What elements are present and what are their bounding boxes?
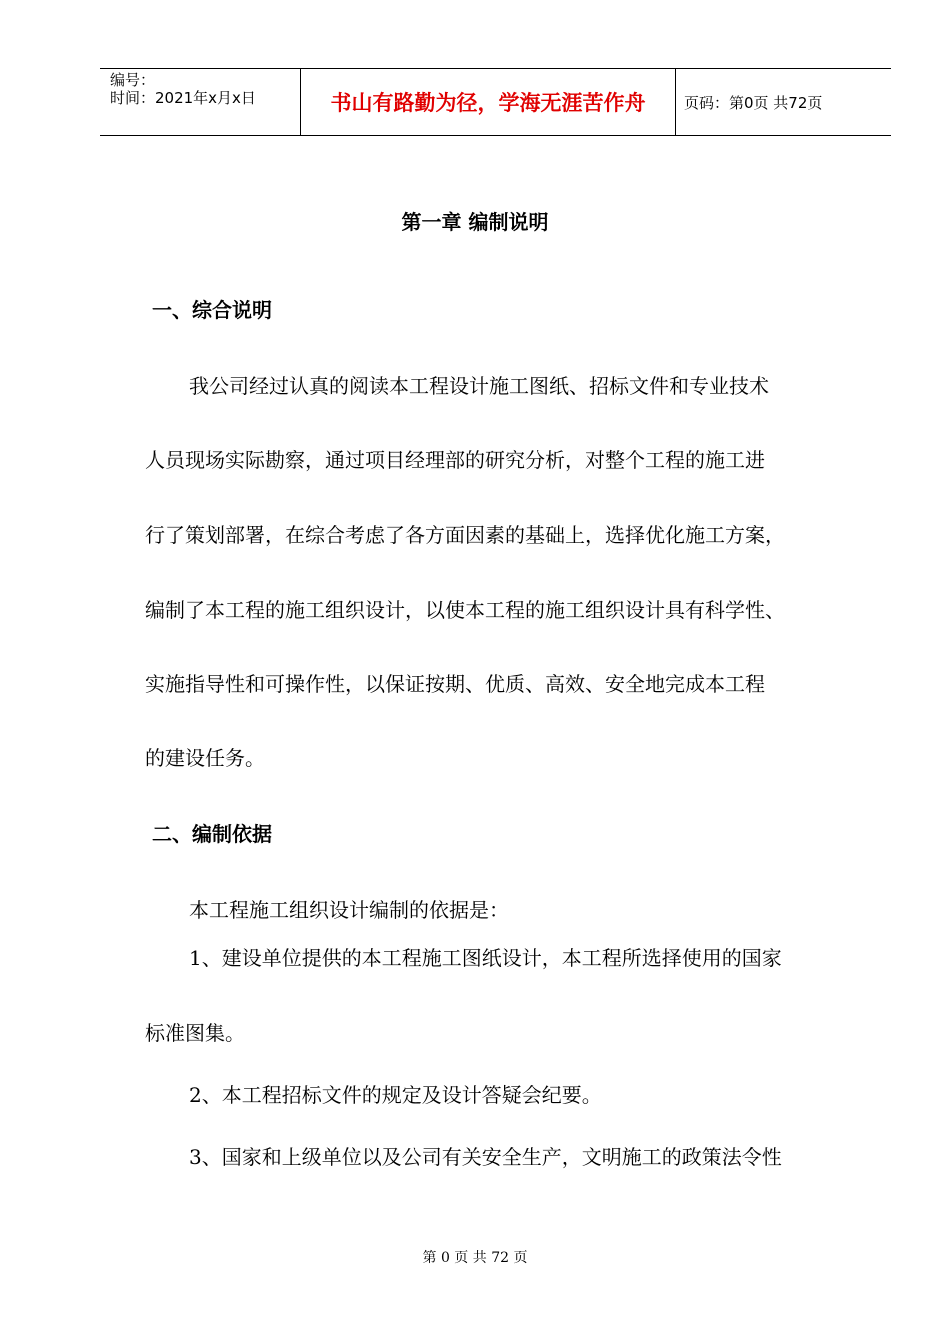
section2-line: 1、建设单位提供的本工程施工图纸设计，本工程所选择使用的国家	[189, 946, 782, 970]
section2-heading: 二、编制依据	[152, 822, 272, 846]
section2-line: 2、本工程招标文件的规定及设计答疑会纪要。	[189, 1083, 602, 1107]
time-label: 时间：2021年x月x日	[110, 89, 256, 107]
section1-line: 的建设任务。	[145, 746, 265, 770]
page-footer: 第 0 页 共 72 页	[422, 1250, 528, 1266]
section1-line: 我公司经过认真的阅读本工程设计施工图纸、招标文件和专业技术	[189, 374, 769, 398]
header-left-cell	[100, 69, 301, 135]
section1-line: 人员现场实际勘察，通过项目经理部的研究分析，对整个工程的施工进	[145, 448, 765, 472]
code-label: 编号：	[110, 71, 156, 89]
section2-line: 3、国家和上级单位以及公司有关安全生产，文明施工的政策法令性	[189, 1145, 782, 1169]
chapter-title: 第一章 编制说明	[401, 210, 549, 234]
page-header	[100, 68, 891, 136]
section2-line: 本工程施工组织设计编制的依据是：	[189, 898, 509, 922]
section1-line: 编制了本工程的施工组织设计，以使本工程的施工组织设计具有科学性、	[145, 598, 785, 622]
section1-heading: 一、综合说明	[152, 298, 272, 322]
header-motto: 书山有路勤为径，学海无涯苦作舟	[301, 69, 676, 135]
section1-line: 行了策划部署，在综合考虑了各方面因素的基础上，选择优化施工方案，	[145, 523, 785, 547]
section1-line: 实施指导性和可操作性，以保证按期、优质、高效、安全地完成本工程	[145, 672, 765, 696]
section2-line: 标准图集。	[145, 1021, 245, 1045]
header-page-info: 页码：第0页 共72页	[684, 93, 823, 112]
